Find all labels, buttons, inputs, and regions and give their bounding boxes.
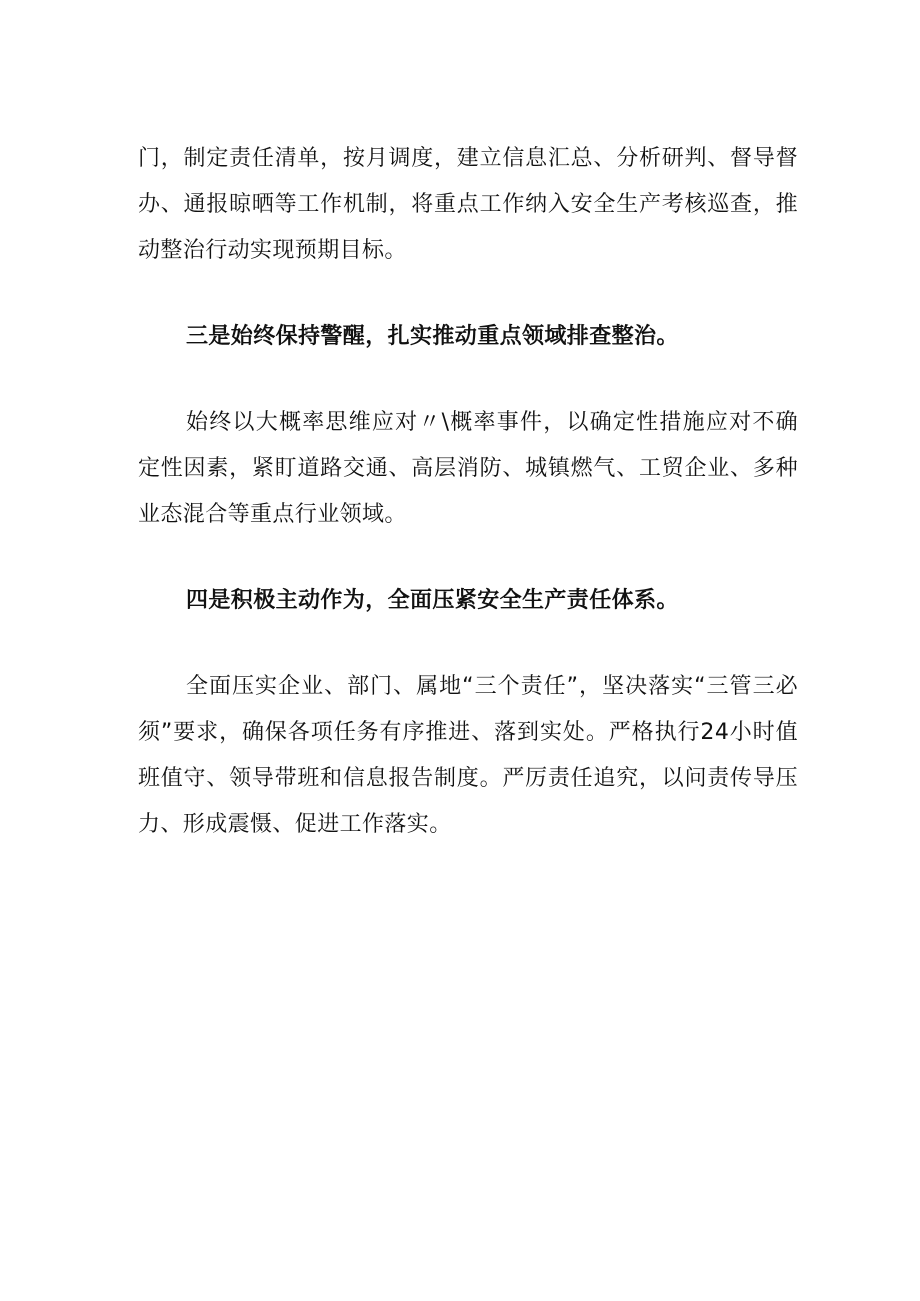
paragraph-spacer xyxy=(138,274,798,314)
paragraph-spacer xyxy=(138,538,798,578)
paragraph-spacer xyxy=(138,624,798,664)
paragraph-section-three: 始终以大概率思维应对〃\概率事件，以确定性措施应对不确定性因素，紧盯道路交通、高层消防、城镇燃气、工贸企业、多种业态混合等重点行业领域。 xyxy=(138,410,798,527)
paragraph-spacer xyxy=(138,360,798,400)
section-heading-three: 三是始终保持警醒，扎实推动重点领域排查整治。 xyxy=(186,324,679,349)
section-heading-four: 四是积极主动作为，全面压紧安全生产责任体系。 xyxy=(186,588,679,613)
paragraph-continuation: 门，制定责任清单，按月调度，建立信息汇总、分析研判、督导督办、通报晾晒等工作机制，将重点工作纳入安全生产考核巡查，推动整治行动实现预期目标。 xyxy=(138,146,798,263)
document-body xyxy=(138,136,798,848)
paragraph-section-four: 全面压实企业、部门、属地“三个责任”，坚决落实“三管三必须”要求，确保各项任务有序推进、落到实处。严格执行24小时值班值守、领导带班和信息报告制度。严厉责任追究，以问责传导压力、形成震慑、促进工作落实。 xyxy=(138,674,798,837)
